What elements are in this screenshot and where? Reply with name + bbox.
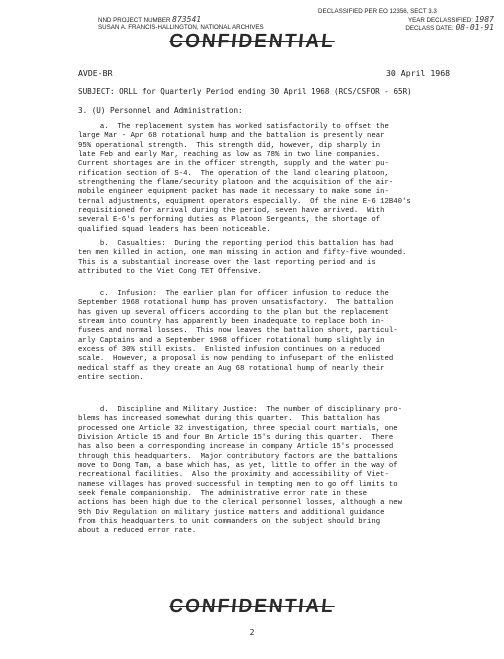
paragraph-c-infusion: c. Infusion: The earlier plan for officer infusion to reduce the September 1968 rotational hump has proven unsatisfactory. The battalion has given up several officers according to the plan but the replacement stream into country has apparently been inadequate to replace both in- fusees and normal losses. This now leaves the battalion short, particul- arly Captains and a September 1968 officer rotational hump slightly in excess of 30% still exists. Enlisted infusion continues on a reduced scale. However, a proposal is now pending to infusepart of the enlisted medical staff as they create an Aug 68 rotational hump of nearly their entire section. [78, 290, 398, 383]
memo-date: 30 April 1968 [386, 68, 451, 78]
year-declassified-label: YEAR DECLASSIFIED: [408, 16, 473, 24]
declassification-stamp [98, 8, 494, 33]
classification-stamp-top: CONFIDENTIAL [168, 31, 336, 52]
paragraph-b-casualties: b. Casualties: During the reporting period this battalion has had ten men killed in action, one man missing in action and fifty-five wounded. This is a substantial increase over the last reporting period and is attributed to the Viet Cong TET Offensive. [78, 240, 407, 277]
project-number-label: NND PROJECT NUMBER [98, 16, 171, 24]
declass-reviewer: SUSAN A. FRANCIS-HALLINGTON, NATIONAL ARCHIVES [98, 24, 264, 32]
section-heading: 3. (U) Personnel and Administration: [78, 106, 243, 115]
project-number: 873541 [172, 14, 202, 24]
office-symbol: AVDE-BR [78, 68, 113, 78]
declass-date-label: DECLASS DATE: [405, 25, 454, 33]
paragraph-a-replacements: a. The replacement system has worked satisfactorily to offset the large Mar - Apr 68 rotational hump and the battalion is presently near 95% operational strength. This strength did, however, dip sharply in late Feb and early Mar, reaching as low as 78% in two line companies. Current shortages are in the officer strength, supply and the water pu- rification section of S-4. The operation of the land clearing platoon, strengthening the flame/security platoon and the acquisition of the air- mobile engineer equipment packet has made it necessary to make some in- ternal adjustments, equipment operators especially. Of the nine E-6 12B40's requisitioned for arrival during the period, seven have arrived. With several E-6's performing duties as Platoon Sergeants, the shortage of qualified squad leaders has been noticeable. [78, 123, 411, 234]
year-declassified: 1987 [474, 14, 494, 24]
paragraph-d-discipline: d. Discipline and Military Justice: The number of disciplinary pro- blems has increased somewhat during this quarter. This battalion has processed one Article 32 investigation, three special court martials, one Division Article 15 and four Bn Article 15's during this quarter. There has also been a corresponding increase in company Article 15's processed through this headquarters. Major contributory factors are the battalions move to Dong Tam, a base which has, as yet, little to offer in the way of recreational facilities. Also the proximity and accessibility of Viet- namese villages has proved successful in tempting men to go off limits to seek female companionship. The administrative error rate in these actions has been high due to the clerical personnel losses, although a new 9th Div Regulation on military justice matters and additional guidance from this headquarters to unit commanders on the subject should bring about a reduced error rate. [78, 406, 403, 536]
declass-authority: DECLASSIFIED PER EO 12356, SECT 3.3 [318, 8, 437, 15]
classification-stamp-bottom: CONFIDENTIAL [168, 596, 336, 617]
subject-line: SUBJECT: ORLL for Quarterly Period ending 30 April 1968 (RCS/CSFOR - 65R) [78, 87, 412, 96]
declass-date: 08-01-91 [455, 23, 494, 33]
page-number: 2 [249, 628, 255, 637]
